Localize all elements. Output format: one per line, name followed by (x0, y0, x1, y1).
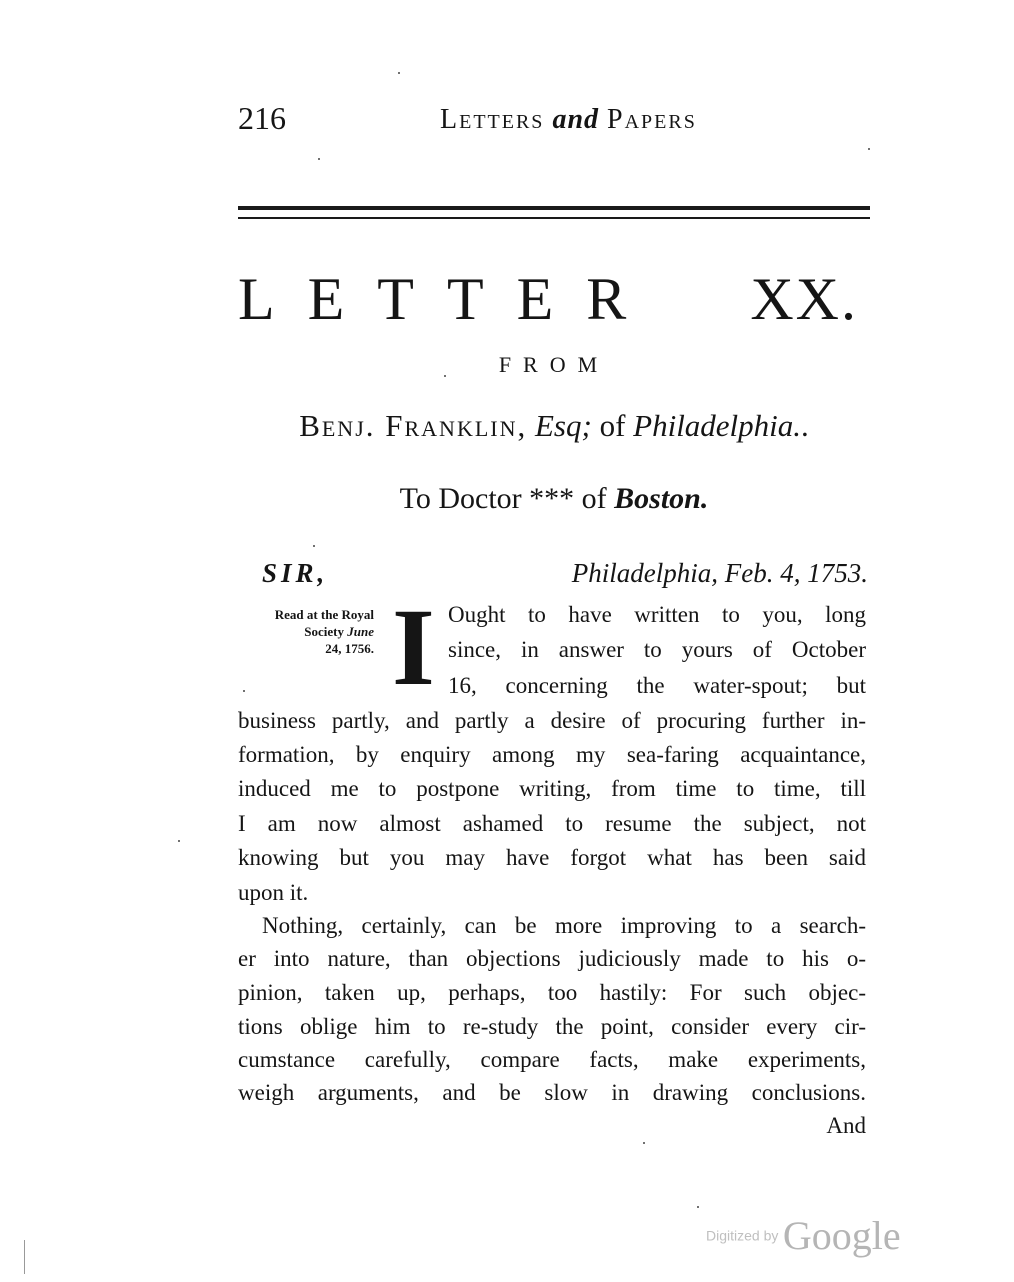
page-number: 216 (238, 100, 286, 136)
author-of: of (599, 408, 626, 443)
salutation: SIR, (262, 558, 329, 588)
body-line: weigh arguments, and be slow in drawing conclusions. (238, 1080, 866, 1105)
from-label: FROM (498, 352, 610, 377)
body-line: er into nature, than objections judiciously made to his o- (238, 946, 866, 971)
letter-title (238, 264, 870, 334)
digitized-watermark (706, 1212, 901, 1259)
scan-speck (697, 1206, 699, 1208)
scan-speck (178, 840, 180, 842)
dateline: Philadelphia, Feb. 4, 1753. (571, 558, 868, 588)
margin-note-month: June (347, 624, 374, 639)
author-trail: . (801, 408, 809, 443)
margin-note-society: Society (304, 624, 345, 639)
scan-speck (444, 375, 446, 377)
body-line: upon it. (238, 880, 309, 905)
scan-speck (868, 148, 870, 150)
running-head-and: and (552, 104, 600, 135)
body-line: since, in answer to yours of October (448, 637, 866, 662)
margin-note-line1: Read at the Royal (274, 607, 374, 622)
google-logo: Google (782, 1213, 901, 1258)
running-head-letters: Letters (440, 104, 545, 135)
scan-speck (318, 158, 320, 160)
author-place: Philadelphia. (633, 408, 802, 443)
letter-title-number: XX. (750, 266, 858, 332)
scan-edge-mark (24, 1240, 25, 1274)
running-head (440, 104, 697, 136)
scan-speck (643, 1142, 645, 1144)
catchword: And (826, 1113, 866, 1138)
author-name: Benj. Franklin, (299, 408, 528, 443)
recipient-to: To Doctor *** of (399, 482, 607, 515)
body-line: formation, by enquiry among my sea-faring acquaintance, (238, 742, 866, 767)
body-line: cumstance carefully, compare facts, make experiments, (238, 1047, 866, 1072)
body-line: Ought to have written to you, long (448, 602, 866, 627)
body-line: 16, concerning the water-spout; but (448, 673, 866, 698)
digitized-by-label: Digitized by (706, 1227, 779, 1244)
header-double-rule (238, 206, 870, 224)
body-line: Nothing, certainly, can be more improving to a search- (262, 913, 866, 938)
drop-cap: I (392, 586, 435, 708)
body-line: knowing but you may have forgot what has been said (238, 845, 866, 870)
letter-title-word: LETTER (238, 266, 660, 332)
recipient-place: Boston. (614, 482, 709, 515)
body-line: induced me to postpone writing, from time to time, till (238, 776, 866, 801)
margin-note-line3: 24, 1756. (325, 641, 374, 656)
body-line: pinion, taken up, perhaps, too hastily: For such objec- (238, 980, 866, 1005)
body-line: I am now almost ashamed to resume the subject, not (238, 811, 866, 836)
scan-speck (398, 72, 400, 74)
scan-speck (243, 690, 245, 692)
author-line (238, 408, 870, 444)
recipient-line (238, 482, 870, 516)
running-head-papers: Papers (607, 104, 697, 135)
scan-speck (313, 545, 315, 547)
body-line: tions oblige him to re-study the point, consider every cir- (238, 1014, 866, 1039)
author-esq: Esq; (534, 408, 592, 443)
margin-note (224, 606, 374, 657)
body-line: business partly, and partly a desire of procuring further in- (238, 708, 866, 733)
